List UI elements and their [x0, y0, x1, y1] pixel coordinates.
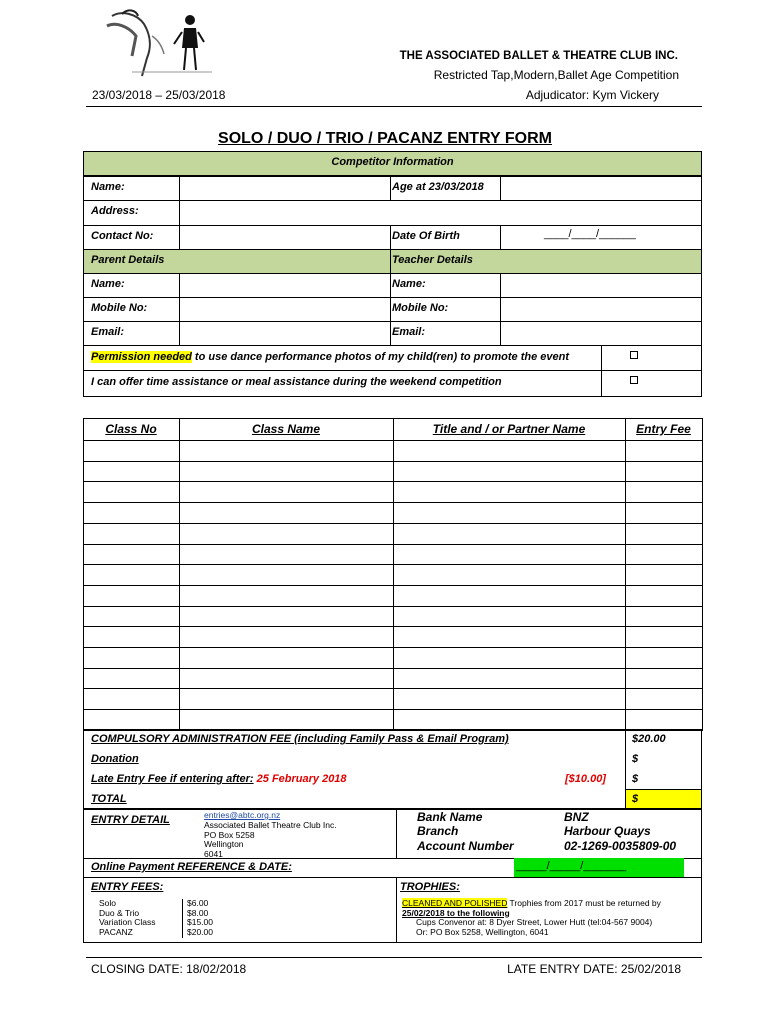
- entries-row-cell[interactable]: [393, 688, 626, 710]
- parent-email-field[interactable]: [179, 321, 391, 346]
- entries-row-cell[interactable]: [179, 626, 394, 648]
- entry-fee-price: $20.00: [187, 926, 213, 937]
- entries-row-cell[interactable]: [83, 626, 180, 648]
- entries-row-cell[interactable]: [179, 585, 394, 607]
- teacher-mobile-field[interactable]: [500, 297, 702, 322]
- bank-name-value: BNZ: [564, 810, 589, 824]
- entries-header-label: Title and / or Partner Name: [432, 422, 586, 436]
- club-logo: [92, 6, 222, 82]
- contact-field[interactable]: [179, 225, 391, 250]
- competitor-info-title: Competitor Information: [331, 156, 454, 168]
- entries-row-cell[interactable]: [83, 647, 180, 669]
- form-title: SOLO / DUO / TRIO / PACANZ ENTRY FORM: [218, 130, 552, 147]
- permission-checkbox[interactable]: [630, 351, 638, 359]
- entries-row-cell[interactable]: [393, 647, 626, 669]
- account-label: Account Number: [417, 839, 514, 853]
- entries-row-cell[interactable]: [83, 544, 180, 565]
- parent-details-title: Parent Details: [91, 254, 165, 266]
- entries-row-cell[interactable]: [625, 709, 703, 731]
- entry-address-line: PO Box 5258: [204, 829, 255, 840]
- entries-header-label: Entry Fee: [636, 422, 691, 436]
- footer-divider: [86, 957, 702, 958]
- assistance-checkbox-cell: [601, 370, 702, 397]
- entries-row-cell[interactable]: [179, 544, 394, 565]
- entry-fee-name: Duo & Trio: [99, 907, 140, 918]
- entry-fee-names: [99, 899, 156, 937]
- adjudicator: Adjudicator: Kym Vickery: [525, 88, 659, 102]
- competitor-name-label: Name:: [91, 181, 125, 193]
- parent-mobile-label: Mobile No:: [91, 302, 148, 314]
- entries-header-label: Class No: [105, 422, 157, 436]
- entries-row-cell[interactable]: [179, 481, 394, 503]
- online-payment-value: _____/_____/_______: [516, 860, 627, 872]
- entries-row-cell[interactable]: [83, 564, 180, 586]
- permission-rest: to use dance performance photos of my child(ren) to promote the event: [191, 351, 569, 363]
- entry-fee-separator: [182, 899, 183, 938]
- entries-row-cell[interactable]: [83, 461, 180, 482]
- entries-row-cell[interactable]: [179, 523, 394, 545]
- competitor-name-field[interactable]: [179, 176, 391, 201]
- bank-name-label: Bank Name: [417, 810, 483, 824]
- entries-row-cell[interactable]: [83, 523, 180, 545]
- entries-row-cell[interactable]: [625, 688, 703, 710]
- entries-row-cell[interactable]: [83, 668, 180, 689]
- entries-row-cell[interactable]: [625, 626, 703, 648]
- late-fee-date: 25 February 2018: [256, 773, 347, 785]
- entries-row-cell[interactable]: [625, 544, 703, 565]
- admin-fee-value: $20.00: [632, 733, 666, 745]
- admin-fee-label: COMPULSORY ADMINISTRATION FEE (including Family Pass & Email Program): [91, 733, 509, 745]
- account-value: 02-1269-0035809-00: [564, 839, 677, 853]
- teacher-name-field[interactable]: [500, 273, 702, 298]
- entries-row-cell[interactable]: [393, 709, 626, 731]
- teacher-mobile-label: Mobile No:: [392, 302, 449, 314]
- entries-row-cell[interactable]: [83, 502, 180, 524]
- teacher-email-label: Email:: [392, 326, 426, 338]
- entries-row-cell[interactable]: [625, 668, 703, 689]
- trophies-line-1-text: Trophies from 2017 must be returned by: [507, 898, 661, 908]
- entries-row-cell[interactable]: [393, 585, 626, 607]
- contact-label: Contact No:: [91, 230, 154, 242]
- entries-row-cell[interactable]: [625, 564, 703, 586]
- dancers-logo-icon: [92, 6, 222, 82]
- teacher-name-label: Name:: [392, 278, 426, 290]
- entries-row-cell[interactable]: [179, 709, 394, 731]
- entries-row-cell[interactable]: [393, 481, 626, 503]
- entries-header-label: Class Name: [251, 422, 321, 436]
- closing-date: CLOSING DATE: 18/02/2018: [91, 962, 247, 976]
- permission-checkbox-cell: [601, 345, 702, 371]
- entry-email[interactable]: entries@abtc.org.nz: [204, 810, 281, 820]
- entry-fee-prices: [187, 899, 213, 937]
- competition-dates: 23/03/2018 – 25/03/2018: [92, 88, 226, 102]
- total-value[interactable]: $: [632, 793, 639, 805]
- bank-divider: [396, 809, 397, 859]
- entries-row-cell[interactable]: [393, 502, 626, 524]
- trophies-title: TROPHIES:: [400, 881, 460, 893]
- late-fee-label: Late Entry Fee if entering after:: [91, 773, 254, 785]
- trophies-line-3: Cups Convenor at: 8 Dyer Street, Lower Hutt (tel:04-567 9004): [416, 917, 653, 927]
- entries-row-cell[interactable]: [179, 606, 394, 627]
- late-entry-date: LATE ENTRY DATE: 25/02/2018: [507, 962, 681, 976]
- trophies-highlight: CLEANED AND POLISHED: [402, 898, 508, 908]
- assistance-text: I can offer time assistance or meal assistance during the weekend competition: [91, 376, 502, 388]
- entries-row-cell[interactable]: [179, 688, 394, 710]
- entries-row-cell[interactable]: [83, 709, 180, 731]
- online-payment-label: Online Payment REFERENCE & DATE:: [91, 861, 292, 873]
- age-field[interactable]: [500, 176, 702, 201]
- entries-row-cell[interactable]: [393, 668, 626, 689]
- address-field[interactable]: [179, 200, 702, 226]
- entries-row-cell[interactable]: [393, 523, 626, 545]
- trophies-line-2: 25/02/2018 to the following: [402, 907, 510, 918]
- entry-fee-name: PACANZ: [99, 926, 133, 937]
- entry-address-line: 6041: [204, 848, 223, 859]
- dob-placeholder: ____/____/______: [544, 228, 636, 240]
- entries-row-cell[interactable]: [393, 461, 626, 482]
- entry-fee-price: $8.00: [187, 907, 209, 918]
- entry-fee-name: Solo: [99, 898, 117, 908]
- entries-row-cell[interactable]: [625, 440, 703, 462]
- entries-row-cell[interactable]: [83, 606, 180, 627]
- fees-trophies-divider: [396, 877, 397, 943]
- late-fee-amount: [$10.00]: [565, 773, 606, 785]
- entry-address-line: Wellington: [204, 839, 244, 849]
- parent-name-label: Name:: [91, 278, 125, 290]
- teacher-details-title: Teacher Details: [392, 254, 473, 266]
- late-fee-value[interactable]: $: [632, 773, 639, 785]
- entries-row-cell[interactable]: [393, 544, 626, 565]
- entry-fee-price: $15.00: [187, 917, 213, 927]
- entries-row-cell[interactable]: [179, 564, 394, 586]
- entry-detail-label: ENTRY DETAIL: [91, 814, 170, 826]
- entries-row-cell[interactable]: [83, 688, 180, 710]
- entries-row-cell[interactable]: [83, 440, 180, 462]
- entries-row-cell[interactable]: [625, 461, 703, 482]
- assistance-checkbox[interactable]: [630, 376, 638, 384]
- branch-label: Branch: [417, 824, 459, 838]
- permission-text: [91, 351, 569, 363]
- total-label: TOTAL: [91, 793, 127, 805]
- age-label: Age at 23/03/2018: [392, 181, 484, 193]
- entries-row-cell[interactable]: [393, 606, 626, 627]
- trophies-line-4: Or: PO Box 5258, Wellington, 6041: [416, 926, 549, 937]
- entries-row-cell[interactable]: [179, 461, 394, 482]
- entries-row-cell[interactable]: [625, 502, 703, 524]
- entry-address-line: Associated Ballet Theatre Club Inc.: [204, 820, 337, 830]
- entries-row-cell[interactable]: [625, 647, 703, 669]
- entries-row-cell[interactable]: [393, 564, 626, 586]
- entries-row-cell[interactable]: [83, 585, 180, 607]
- branch-value: Harbour Quays: [564, 824, 651, 838]
- competition-name: Restricted Tap,Modern,Ballet Age Competition: [433, 68, 679, 82]
- donation-label: Donation: [91, 753, 139, 765]
- club-name: THE ASSOCIATED BALLET & THEATRE CLUB INC.: [399, 50, 678, 62]
- entry-fees-title: ENTRY FEES:: [91, 881, 164, 893]
- entries-row-cell[interactable]: [83, 481, 180, 503]
- donation-value[interactable]: $: [632, 753, 639, 765]
- entry-address: [204, 821, 337, 859]
- entries-row-cell[interactable]: [625, 585, 703, 607]
- address-label: Address:: [91, 205, 139, 217]
- entries-row-cell[interactable]: [625, 523, 703, 545]
- entries-row-cell[interactable]: [179, 647, 394, 669]
- parent-name-field[interactable]: [179, 273, 391, 298]
- trophies-text: [402, 899, 698, 937]
- parent-mobile-field[interactable]: [179, 297, 391, 322]
- header-divider: [86, 106, 702, 107]
- entries-row-cell[interactable]: [179, 668, 394, 689]
- late-fee-row: [91, 773, 347, 785]
- entries-row-cell[interactable]: [179, 502, 394, 524]
- teacher-email-field[interactable]: [500, 321, 702, 346]
- parent-email-label: Email:: [91, 326, 125, 338]
- dob-label: Date Of Birth: [392, 230, 460, 242]
- entries-row-cell[interactable]: [625, 481, 703, 503]
- entry-fee-name: Variation Class: [99, 917, 156, 927]
- entries-row-cell[interactable]: [179, 440, 394, 462]
- entry-fee-price: $6.00: [187, 898, 209, 908]
- permission-highlight: Permission needed: [91, 351, 192, 363]
- entries-row-cell[interactable]: [625, 606, 703, 627]
- entries-row-cell[interactable]: [393, 626, 626, 648]
- entries-row-cell[interactable]: [393, 440, 626, 462]
